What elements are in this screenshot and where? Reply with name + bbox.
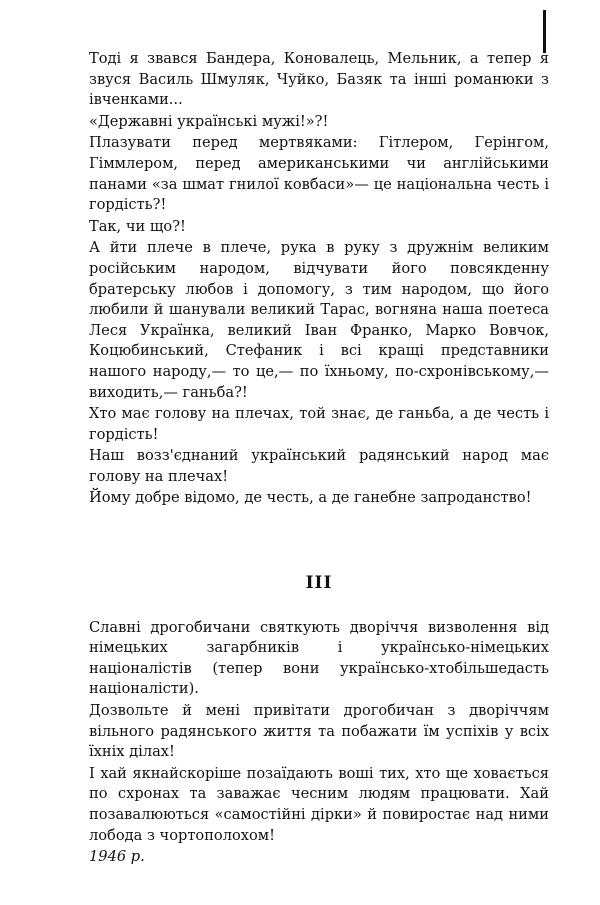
- page-corner-mark: [543, 10, 546, 53]
- paragraph: Йому добре відомо, де честь, а де ганебне запроданство!: [89, 489, 532, 507]
- paragraph: Плазувати перед мертвяками: Гітлером, Герінгом, Гіммлером, перед американськими чи англійськими панами «за шмат гнилої ковбаси»— це національна честь і гордість?!: [89, 134, 549, 214]
- section-heading: III: [305, 573, 333, 594]
- paragraph: Наш возз'єднаний український радянський народ має голову на плечах!: [89, 447, 549, 485]
- paragraph: Так, чи що?!: [89, 217, 186, 235]
- text-block-2: [89, 618, 549, 847]
- paragraph: Хто має голову на плечах, той знає, де ганьба, а де честь і гордість!: [89, 405, 549, 443]
- paragraph: І хай якнайскоріше позаїдають воші тих, хто ще ховається по схронах та заважає чесним людям працювати. Хай позавалюються «самостійні дірки» й повиростає над ними лобода з чортополохом!: [89, 764, 549, 844]
- text-block-1: [89, 49, 549, 509]
- paragraph: «Державні українські мужі!»?!: [89, 112, 329, 130]
- document-page: [89, 49, 549, 868]
- paragraph: А йти плече в плече, рука в руку з дружнім великим російським народом, відчувати його повсякденну братерську любов і допомогу, з тим народом, що його любили й шанували великий Тарас, вогняна наша поетеса Леся Українка, великий Іван Франко, Марко Вовчок, Коцюбинський, Стефаник і всі кращі представники нашого народу,— то це,— по їхньому, по-схронівському,— виходить,— ганьба?!: [89, 239, 549, 401]
- paragraph: Тоді я звався Бандера, Коновалець, Мельник, а тепер я звуся Василь Шмуляк, Чуйко, Базяк та інші романюки з івченками...: [89, 50, 549, 109]
- paragraph: Славні дрогобичани святкують дворіччя визволення від німецьких загарбників і українсько-німецьких націоналістів (тепер вони українсько-хтобільшедасть націоналісти).: [89, 618, 549, 698]
- date-line: 1946 р.: [89, 848, 145, 866]
- paragraph: Дозвольте й мені привітати дрогобичан з дворіччям вільного радянського життя та побажати їм успіхів у всіх їхніх ділах!: [89, 702, 549, 761]
